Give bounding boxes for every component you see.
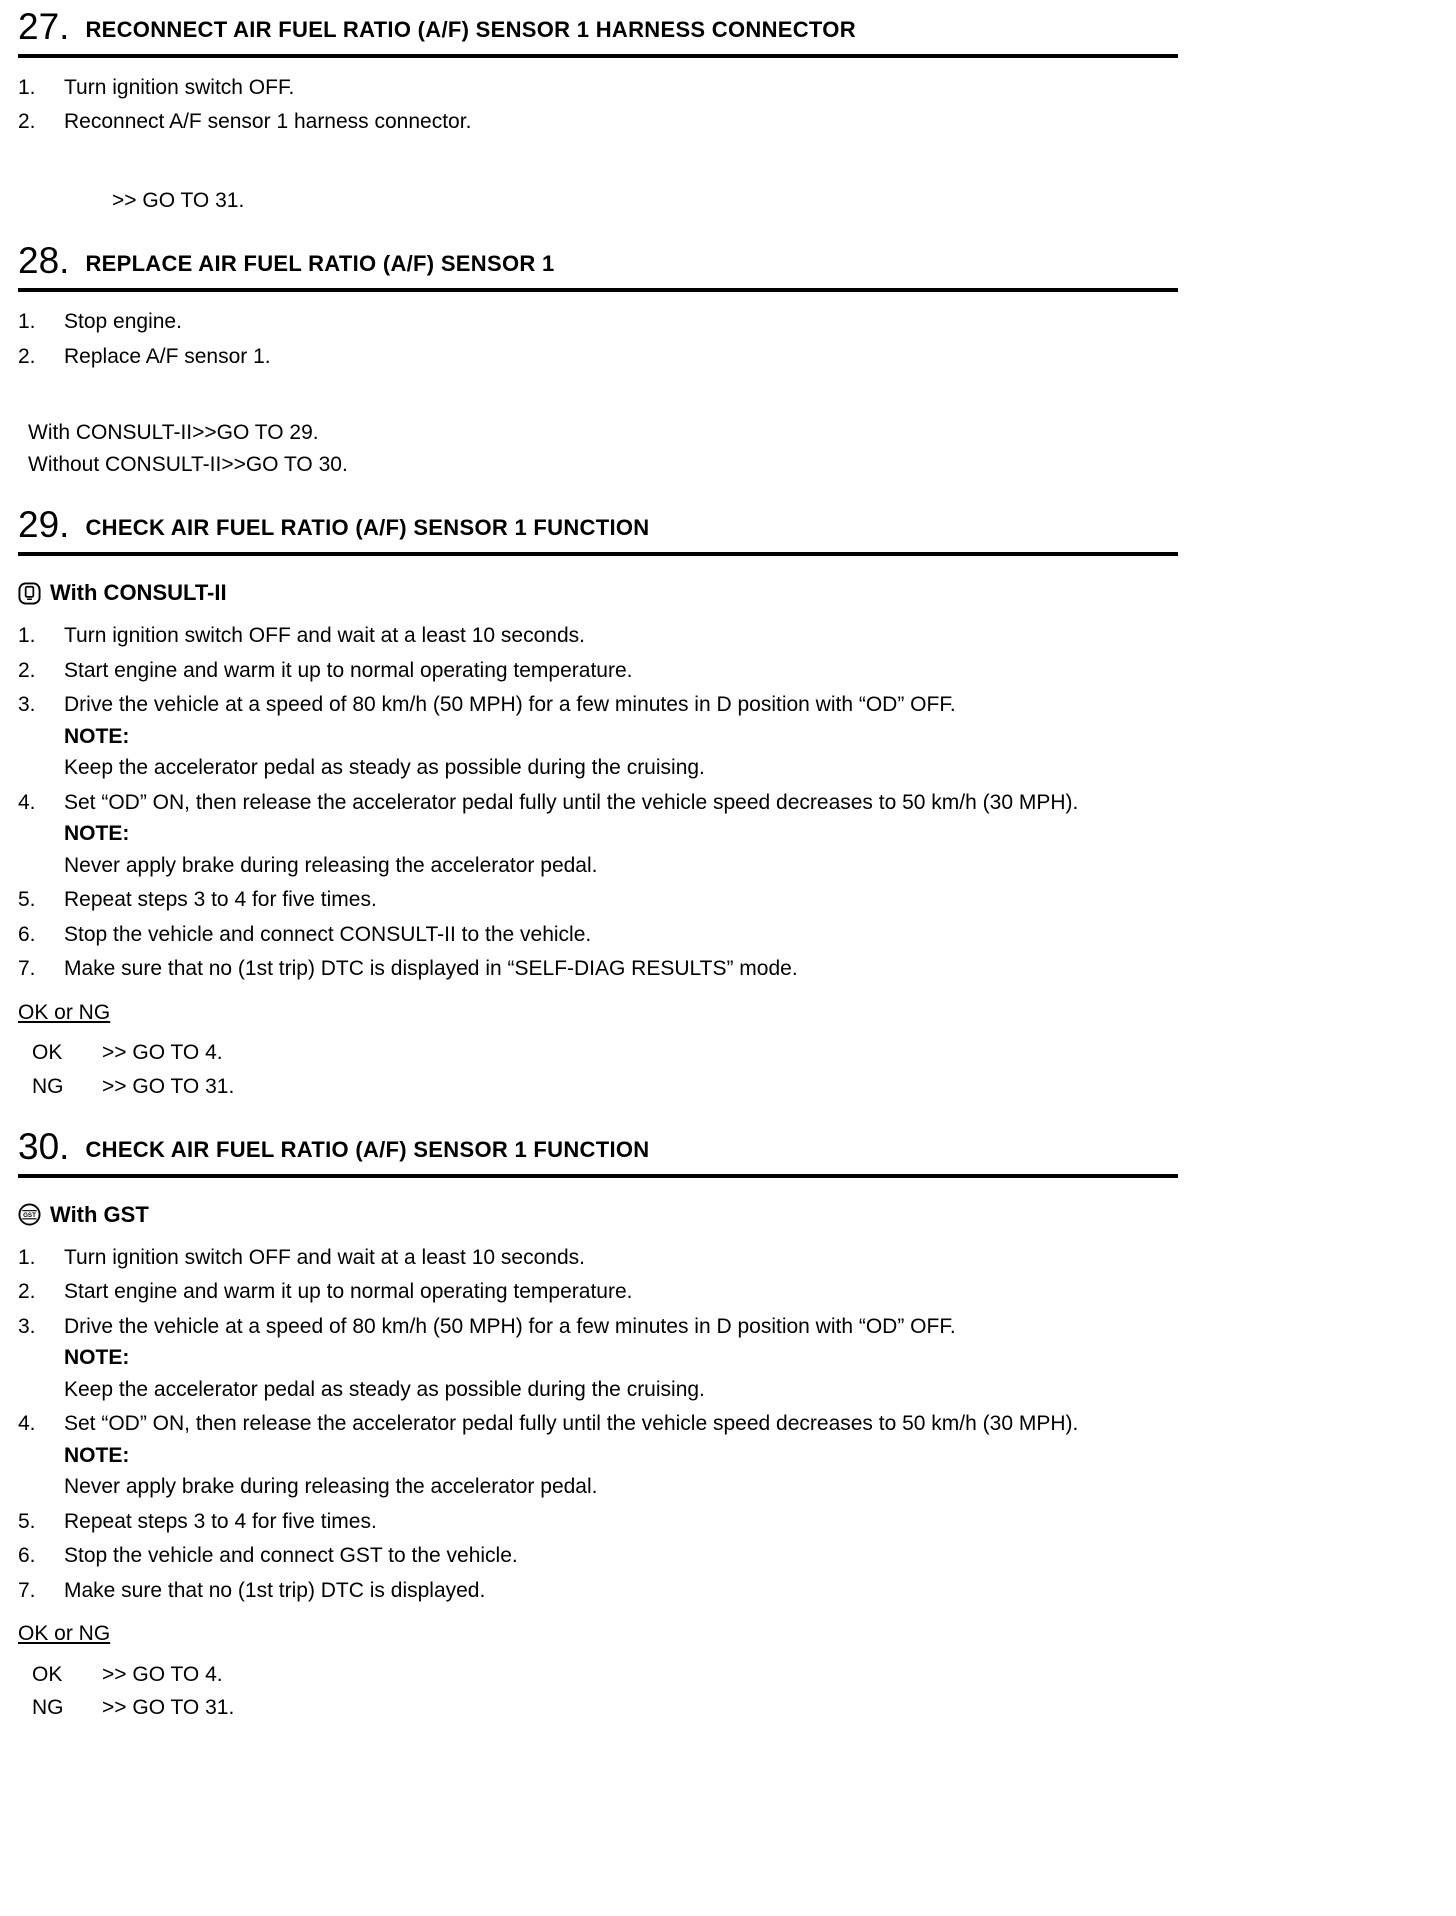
- step-item: [18, 1575, 1178, 1607]
- step-body: [64, 919, 1178, 951]
- section-title: CHECK AIR FUEL RATIO (A/F) SENSOR 1 FUNCTION: [85, 1137, 650, 1163]
- step-text: Stop engine.: [64, 310, 182, 334]
- step-item: [18, 1506, 1178, 1538]
- procedure-section-29: [18, 506, 1178, 1102]
- step-text: Start engine and warm it up to normal operating temperature.: [64, 658, 633, 682]
- step-text: Make sure that no (1st trip) DTC is displayed.: [64, 1578, 486, 1602]
- consult-ii-icon: [18, 582, 41, 605]
- step-item: [18, 787, 1178, 882]
- step-item: [18, 1276, 1178, 1308]
- step-number: 4.: [18, 790, 36, 814]
- spacer: [18, 141, 1178, 185]
- note-label: NOTE:: [64, 1346, 130, 1370]
- step-body: [64, 341, 1178, 373]
- step-number: 2.: [18, 658, 36, 682]
- note-text: Keep the accelerator pedal as steady as possible during the cruising.: [64, 1377, 705, 1401]
- condition-line: Without CONSULT-II>>GO TO 30.: [28, 452, 348, 476]
- step-text: Drive the vehicle at a speed of 80 km/h (50 MPH) for a few minutes in D position with “OD” OFF.: [64, 693, 956, 717]
- ok-ng-row: [18, 1659, 1178, 1691]
- section-number: 28.: [18, 240, 70, 282]
- step-text: Stop the vehicle and connect CONSULT-II to the vehicle.: [64, 922, 592, 946]
- step-text: Turn ignition switch OFF.: [64, 75, 295, 99]
- step-number: 2.: [18, 110, 36, 134]
- step-item: [18, 953, 1178, 985]
- ok-ng-action: >> GO TO 31.: [102, 1074, 235, 1098]
- note-text: Keep the accelerator pedal as steady as possible during the cruising.: [64, 756, 705, 780]
- step-list: [18, 306, 1178, 372]
- section-heading: [18, 1128, 1178, 1178]
- step-body: [64, 1506, 1178, 1538]
- step-body: [64, 953, 1178, 985]
- svg-text:GST: GST: [23, 1212, 36, 1220]
- step-body: [64, 1540, 1178, 1572]
- ok-ng-key: OK: [32, 1662, 63, 1686]
- step-body: [64, 884, 1178, 916]
- step-text: Stop the vehicle and connect GST to the vehicle.: [64, 1544, 518, 1568]
- step-number: 1.: [18, 75, 36, 99]
- spacer: [18, 375, 1178, 417]
- ok-ng-label: OK or NG: [18, 1622, 111, 1646]
- step-body: [64, 655, 1178, 687]
- procedure-section-30: [18, 1128, 1178, 1724]
- step-item: [18, 620, 1178, 652]
- section-title: RECONNECT AIR FUEL RATIO (A/F) SENSOR 1 HARNESS CONNECTOR: [85, 17, 856, 42]
- ok-ng-action: >> GO TO 4.: [102, 1662, 223, 1686]
- step-number: 7.: [18, 1578, 36, 1602]
- step-list: [18, 620, 1178, 985]
- step-body: [64, 1242, 1178, 1274]
- ok-ng-key: NG: [32, 1074, 64, 1098]
- step-text: Set “OD” ON, then release the accelerator pedal fully until the vehicle speed decreases to 50 km/h (30 MPH).: [64, 790, 1079, 814]
- step-body: [64, 1311, 1178, 1406]
- step-number: 2.: [18, 1280, 36, 1304]
- step-number: 1.: [18, 310, 36, 334]
- step-body: [64, 106, 1178, 138]
- note-label: NOTE:: [64, 1443, 130, 1467]
- step-text: Drive the vehicle at a speed of 80 km/h (50 MPH) for a few minutes in D position with “OD” OFF.: [64, 1314, 956, 1338]
- note-label: NOTE:: [64, 822, 130, 846]
- procedure-section-28: [18, 242, 1178, 480]
- ok-ng-row: [18, 1692, 1178, 1724]
- tool-subheading-label: With GST: [50, 1201, 149, 1227]
- step-item: [18, 306, 1178, 338]
- gst-icon: [18, 1203, 41, 1226]
- ok-ng-key: OK: [32, 1041, 63, 1065]
- step-item: [18, 1408, 1178, 1503]
- step-number: 5.: [18, 888, 36, 912]
- section-number: 30.: [18, 1126, 70, 1168]
- step-number: 6.: [18, 1544, 36, 1568]
- step-text: Turn ignition switch OFF and wait at a least 10 seconds.: [64, 624, 585, 648]
- step-number: 2.: [18, 344, 36, 368]
- section-number: 27.: [18, 6, 70, 47]
- section-title: REPLACE AIR FUEL RATIO (A/F) SENSOR 1: [85, 251, 555, 277]
- note-label: NOTE:: [64, 724, 130, 748]
- ok-ng-row: [18, 1037, 1178, 1069]
- step-item: [18, 655, 1178, 687]
- step-text: Turn ignition switch OFF and wait at a least 10 seconds.: [64, 1245, 585, 1269]
- step-body: [64, 787, 1178, 882]
- step-text: Make sure that no (1st trip) DTC is displayed in “SELF-DIAG RESULTS” mode.: [64, 957, 798, 981]
- step-item: [18, 884, 1178, 916]
- condition-line: With CONSULT-II>>GO TO 29.: [28, 421, 319, 445]
- tool-subheading: [18, 1202, 1178, 1228]
- step-text: Repeat steps 3 to 4 for five times.: [64, 888, 377, 912]
- note-text: Never apply brake during releasing the accelerator pedal.: [64, 853, 598, 877]
- step-body: [64, 620, 1178, 652]
- section-heading: [18, 242, 1178, 292]
- step-body: [64, 1575, 1178, 1607]
- step-item: [18, 1242, 1178, 1274]
- section-number: 29.: [18, 504, 70, 546]
- step-text: Repeat steps 3 to 4 for five times.: [64, 1509, 377, 1533]
- ok-ng-label: OK or NG: [18, 1000, 111, 1024]
- step-item: [18, 106, 1178, 138]
- section-heading: [18, 506, 1178, 556]
- tool-subheading: [18, 580, 1178, 606]
- step-number: 3.: [18, 693, 36, 717]
- step-number: 5.: [18, 1509, 36, 1533]
- step-item: [18, 689, 1178, 784]
- section-heading: [18, 8, 1178, 58]
- result-line: >> GO TO 31.: [112, 188, 245, 212]
- step-item: [18, 1540, 1178, 1572]
- ok-ng-row: [18, 1071, 1178, 1103]
- step-body: [64, 1408, 1178, 1503]
- step-list: [18, 72, 1178, 138]
- step-body: [64, 1276, 1178, 1308]
- step-item: [18, 919, 1178, 951]
- step-text: Start engine and warm it up to normal operating temperature.: [64, 1280, 633, 1304]
- step-item: [18, 1311, 1178, 1406]
- ok-ng-action: >> GO TO 31.: [102, 1696, 235, 1720]
- step-number: 3.: [18, 1314, 36, 1338]
- tool-subheading-label: With CONSULT-II: [50, 580, 227, 606]
- step-body: [64, 689, 1178, 784]
- ok-ng-action: >> GO TO 4.: [102, 1041, 223, 1065]
- ok-ng-key: NG: [32, 1696, 64, 1720]
- step-text: Reconnect A/F sensor 1 harness connector.: [64, 110, 472, 134]
- step-number: 1.: [18, 1245, 36, 1269]
- step-list: [18, 1242, 1178, 1607]
- step-body: [64, 306, 1178, 338]
- step-number: 4.: [18, 1412, 36, 1436]
- procedure-section-27: [18, 8, 1178, 216]
- step-text: Set “OD” ON, then release the accelerator pedal fully until the vehicle speed decreases to 50 km/h (30 MPH).: [64, 1412, 1079, 1436]
- step-body: [64, 72, 1178, 104]
- step-text: Replace A/F sensor 1.: [64, 344, 271, 368]
- note-text: Never apply brake during releasing the accelerator pedal.: [64, 1475, 598, 1499]
- step-number: 1.: [18, 624, 36, 648]
- step-item: [18, 72, 1178, 104]
- section-title: CHECK AIR FUEL RATIO (A/F) SENSOR 1 FUNCTION: [85, 515, 650, 541]
- step-number: 7.: [18, 957, 36, 981]
- step-item: [18, 341, 1178, 373]
- step-number: 6.: [18, 922, 36, 946]
